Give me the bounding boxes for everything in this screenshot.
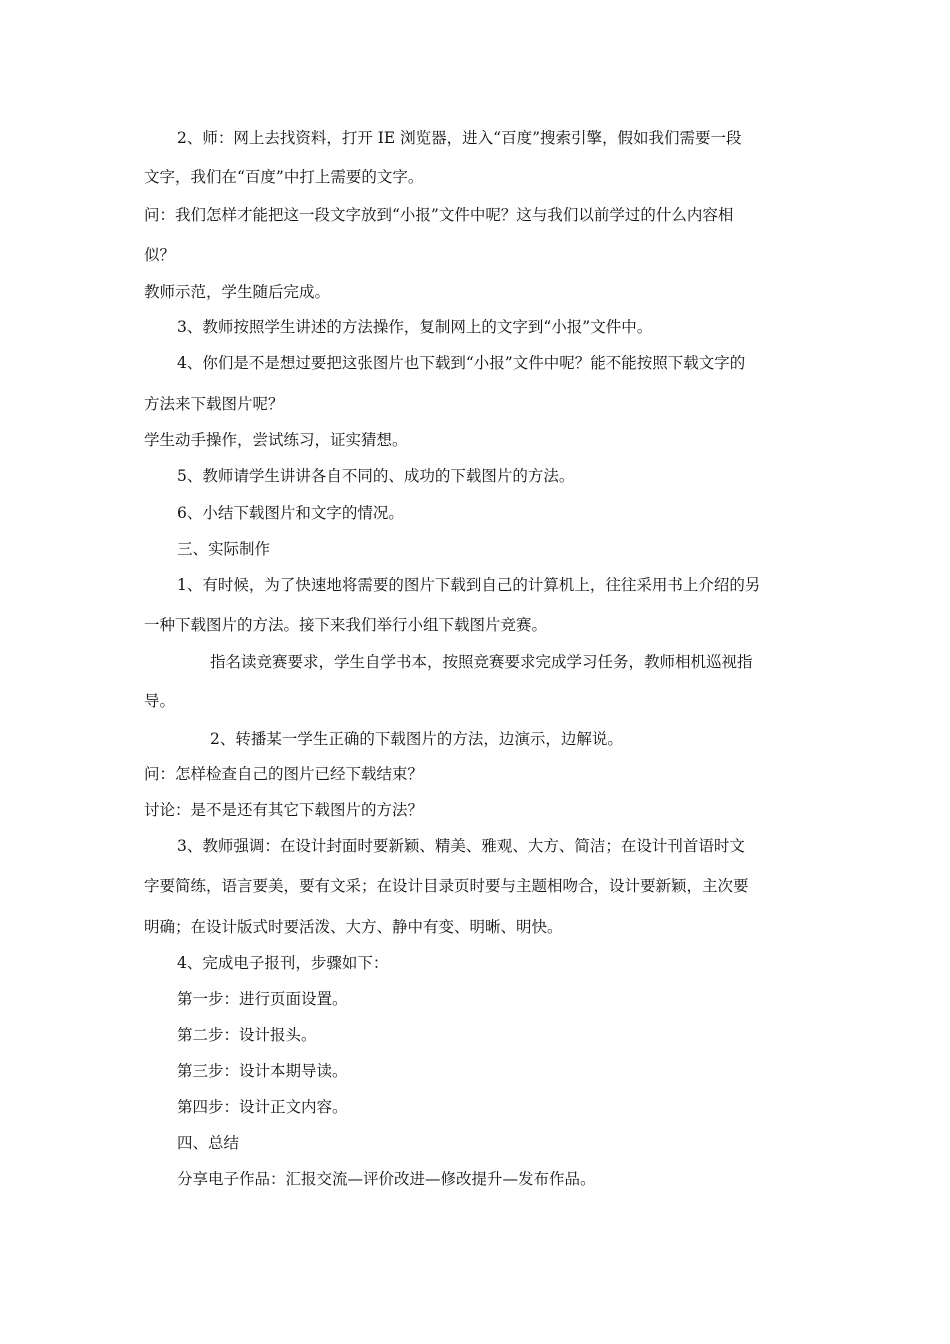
paragraph-line: 文字，我们在“百度”中打上需要的文字。 xyxy=(144,168,424,186)
paragraph-line: 明确；在设计版式时要活泼、大方、静中有变、明晰、明快。 xyxy=(144,918,563,936)
paragraph-line: 第一步：进行页面设置。 xyxy=(177,990,348,1008)
paragraph-line: 第二步：设计报头。 xyxy=(177,1026,317,1044)
section-heading: 三、实际制作 xyxy=(177,540,271,558)
paragraph-line: 4、你们是不是想过要把这张图片也下载到“小报”文件中呢？能不能按照下载文字的 xyxy=(177,354,746,372)
paragraph-line: 第四步：设计正文内容。 xyxy=(177,1098,348,1116)
paragraph-line: 第三步：设计本期导读。 xyxy=(177,1062,348,1080)
paragraph-line: 方法来下载图片呢？ xyxy=(144,395,284,413)
paragraph-line: 1、有时候，为了快速地将需要的图片下载到自己的计算机上，往往采用书上介绍的另 xyxy=(177,576,761,594)
paragraph-line: 3、教师强调：在设计封面时要新颖、精美、雅观、大方、简洁；在设计刊首语时文 xyxy=(177,837,745,855)
paragraph-line: 2、转播某一学生正确的下载图片的方法，边演示，边解说。 xyxy=(210,730,623,748)
paragraph-line: 导。 xyxy=(144,692,176,710)
paragraph-line: 3、教师按照学生讲述的方法操作，复制网上的文字到“小报”文件中。 xyxy=(177,318,653,336)
paragraph-line: 字要简练，语言要美，要有文采；在设计目录页时要与主题相吻合，设计要新颖，主次要 xyxy=(144,877,749,895)
paragraph-line: 分享电子作品：汇报交流—评价改进—修改提升—发布作品。 xyxy=(177,1170,596,1188)
paragraph-line: 一种下载图片的方法。接下来我们举行小组下载图片竞赛。 xyxy=(144,616,548,634)
paragraph-line: 问：我们怎样才能把这一段文字放到“小报”文件中呢？这与我们以前学过的什么内容相 xyxy=(144,206,734,224)
paragraph-line: 4、完成电子报刊，步骤如下： xyxy=(177,954,389,972)
paragraph-line: 教师示范，学生随后完成。 xyxy=(144,283,331,301)
paragraph-line: 5、教师请学生讲讲各自不同的、成功的下载图片的方法。 xyxy=(177,467,575,485)
paragraph-line: 学生动手操作，尝试练习，证实猜想。 xyxy=(144,431,408,449)
paragraph-line: 指名读竞赛要求，学生自学书本，按照竞赛要求完成学习任务，教师相机巡视指 xyxy=(210,653,753,671)
paragraph-line: 似？ xyxy=(144,246,176,264)
paragraph-line: 6、小结下载图片和文字的情况。 xyxy=(177,504,404,522)
paragraph-line: 2、师：网上去找资料，打开 IE 浏览器，进入“百度”搜索引擎，假如我们需要一段 xyxy=(177,129,742,147)
paragraph-line: 问：怎样检查自己的图片已经下载结束？ xyxy=(144,765,424,783)
section-heading: 四、总结 xyxy=(177,1134,240,1152)
paragraph-line: 讨论：是不是还有其它下载图片的方法？ xyxy=(144,801,424,819)
